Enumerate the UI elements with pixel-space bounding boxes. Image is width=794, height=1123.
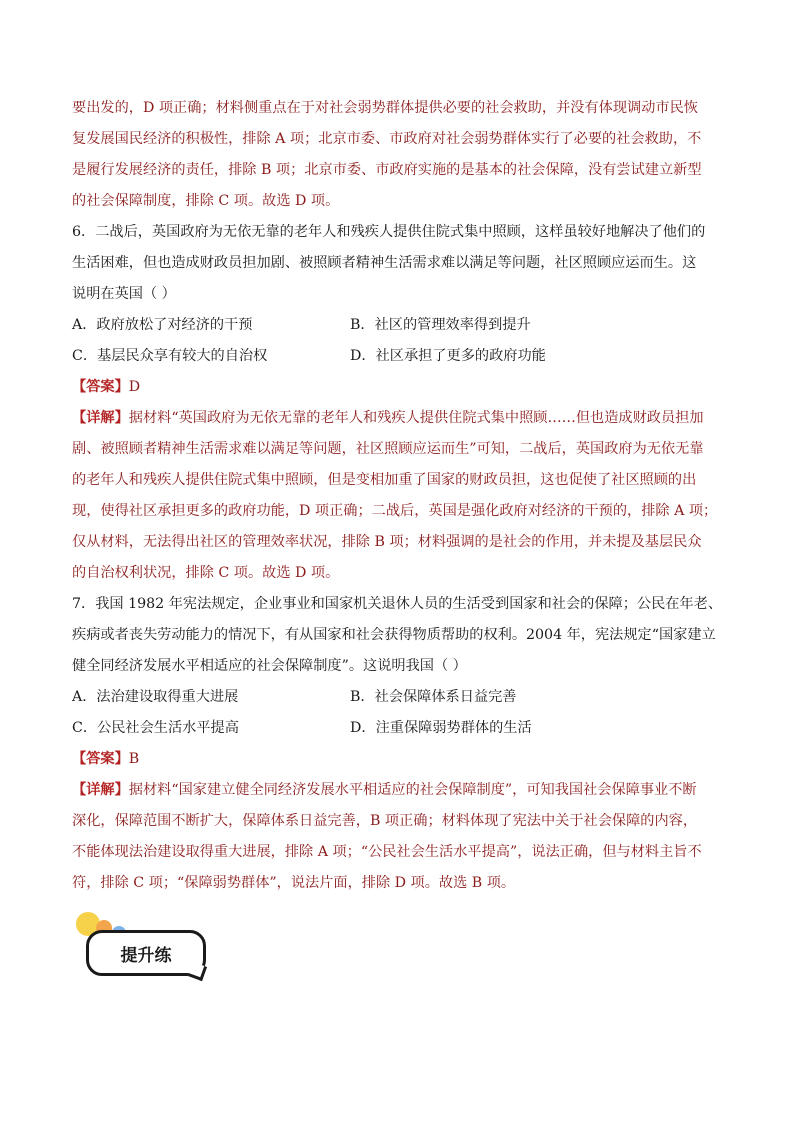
question-stem-line: 6．二战后，英国政府为无依无靠的老年人和残疾人提供住院式集中照顾，这样虽较好地解决了他们的 — [72, 224, 706, 240]
prev-explanation — [72, 93, 732, 217]
section-badge-label: 提升练 — [120, 945, 172, 966]
option-c: C．公民社会生活水平提高 — [72, 720, 239, 736]
section-badge — [72, 908, 222, 988]
detail-line: 符，排除 C 项；“保障弱势群体”，说法片面，排除 D 项。故选 B 项。 — [72, 875, 516, 891]
detail-label: 【详解】 — [72, 782, 129, 798]
text-line: 的社会保障制度，排除 C 项。故选 D 项。 — [72, 193, 340, 209]
detail-label: 【详解】 — [72, 410, 129, 426]
options-row — [72, 682, 732, 713]
option-b: B．社会保障体系日益完善 — [350, 689, 517, 705]
answer-value: D — [128, 379, 141, 395]
speech-bubble-icon — [86, 930, 206, 976]
answer-line — [72, 744, 732, 775]
option-d: D．注重保障弱势群体的生活 — [350, 720, 532, 736]
options-row — [72, 341, 732, 372]
answer-label: 【答案】 — [72, 751, 129, 767]
options-row — [72, 713, 732, 744]
detail-line: 不能体现法治建设取得重大进展，排除 A 项；“公民社会生活水平提高”，说法正确，但与材料主旨不 — [72, 844, 702, 860]
question-stem-line: 健全同经济发展水平相适应的社会保障制度”。这说明我国（ ） — [72, 658, 467, 674]
answer-label: 【答案】 — [72, 379, 129, 395]
option-c: C．基层民众享有较大的自治权 — [72, 348, 268, 364]
detail-line: 剧、被照顾者精神生活需求难以满足等问题，社区照顾应运而生”可知，二战后，英国政府为无依无靠 — [72, 441, 704, 457]
option-b: B．社区的管理效率得到提升 — [350, 317, 531, 333]
question-7 — [72, 589, 732, 899]
option-a: A．法治建设取得重大进展 — [72, 689, 239, 705]
question-stem-line: 生活困难，但也造成财政员担加剧、被照顾者精神生活需求难以满足等问题，社区照顾应运而生。这 — [72, 255, 697, 271]
answer-value: B — [128, 751, 140, 767]
question-stem-line: 疾病或者丧失劳动能力的情况下，有从国家和社会获得物质帮助的权利。2004 年，宪法规定“国家建立 — [72, 627, 716, 643]
text-line: 是履行发展经济的责任，排除 B 项；北京市委、市政府实施的是基本的社会保障，没有尝试建立新型 — [72, 162, 702, 178]
text-line: 要出发的，D 项正确；材料侧重点在于对社会弱势群体提供必要的社会救助，并没有体现调动市民恢 — [72, 100, 698, 116]
detail-line: 的老年人和残疾人提供住院式集中照顾，但是变相加重了国家的财政员担，这也促使了社区照顾的出 — [72, 472, 697, 488]
question-stem-line: 7．我国 1982 年宪法规定，企业事业和国家机关退休人员的生活受到国家和社会的保障；公民在年老、 — [72, 596, 723, 612]
detail-line — [72, 403, 732, 434]
detail-line: 的自治权利状况，排除 C 项。故选 D 项。 — [72, 565, 340, 581]
detail-text: 据材料“国家建立健全同经济发展水平相适应的社会保障制度”，可知我国社会保障事业不断 — [128, 782, 697, 798]
options-row — [72, 310, 732, 341]
detail-line: 现，使得社区承担更多的政府功能，D 项正确；二战后，英国是强化政府对经济的干预的，排除 A 项； — [72, 503, 718, 519]
document-page — [72, 93, 732, 899]
detail-line: 仅从材料，无法得出社区的管理效率状况，排除 B 项；材料强调的是社会的作用，并未提及基层民众 — [72, 534, 702, 550]
text-line: 复发展国民经济的积极性，排除 A 项；北京市委、市政府对社会弱势群体实行了必要的社会救助，不 — [72, 131, 702, 147]
detail-text: 据材料“英国政府为无依无靠的老年人和残疾人提供住院式集中照顾……但也造成财政员担加 — [128, 410, 704, 426]
detail-line: 深化，保障范围不断扩大，保障体系日益完善，B 项正确；材料体现了宪法中关于社会保障的内容， — [72, 813, 698, 829]
answer-line — [72, 372, 732, 403]
question-stem-line: 说明在英国（ ） — [72, 286, 176, 302]
detail-line — [72, 775, 732, 806]
question-6 — [72, 217, 732, 589]
option-d: D．社区承担了更多的政府功能 — [350, 348, 546, 364]
option-a: A．政府放松了对经济的干预 — [72, 317, 253, 333]
